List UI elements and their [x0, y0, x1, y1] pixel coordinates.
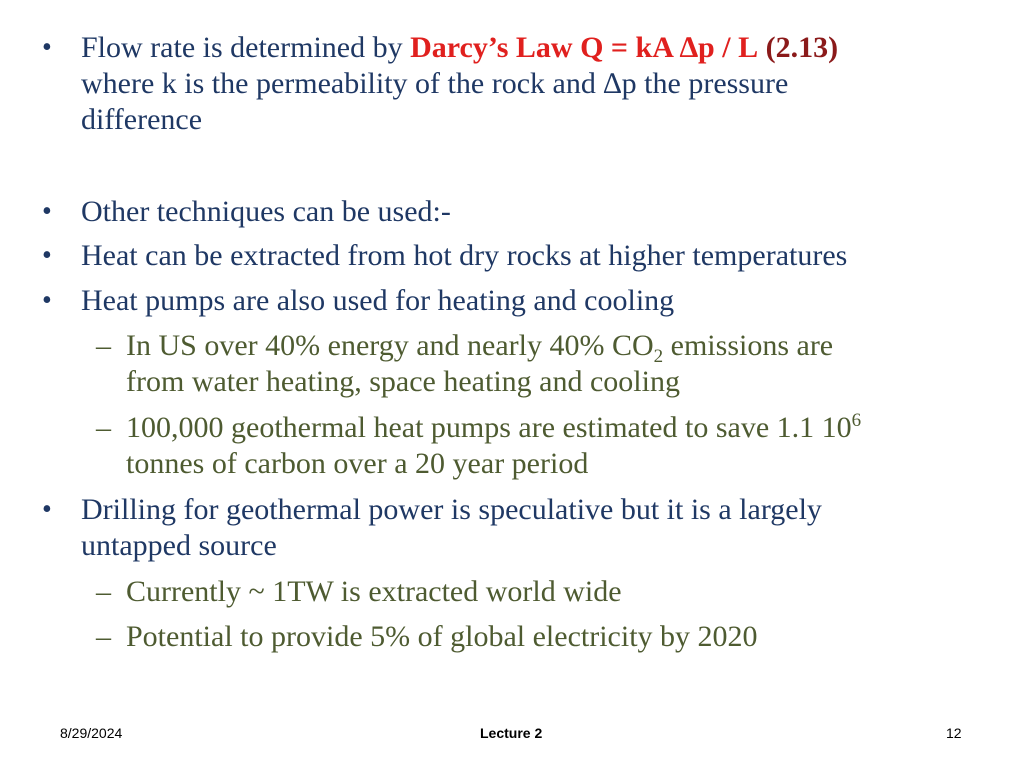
dash-icon: – — [96, 411, 111, 444]
bullet-icon: • — [42, 32, 52, 63]
footer-title: Lecture 2 — [480, 725, 543, 741]
sub-bullet-5-1-text: Currently ~ 1TW is extracted world wide — [126, 575, 622, 608]
bullet-1-line-2: where k is the permeability of the rock and ∆p the pressure — [81, 67, 789, 100]
dash-icon: – — [96, 620, 111, 653]
bullet-5-line-1: Drilling for geothermal power is speculative but it is a largely — [81, 493, 822, 526]
sub-bullet-4-1-text: In US over 40% energy and nearly 40% CO — [126, 329, 654, 362]
co2-subscript: 2 — [653, 346, 664, 367]
exponent-superscript: 6 — [851, 410, 862, 431]
dash-icon: – — [96, 329, 111, 362]
bullet-icon: • — [42, 240, 52, 271]
sub-bullet-4-1-line-2: from water heating, space heating and cooling — [126, 365, 680, 398]
bullet-1-line-1 — [81, 30, 838, 66]
bullet-2-text: Other techniques can be used:- — [81, 195, 451, 228]
bullet-1-line-3: difference — [81, 103, 203, 136]
sub-bullet-4-1-text-end: emissions are — [663, 329, 834, 362]
bullet-5-line-2: untapped source — [81, 529, 277, 562]
dash-icon: – — [96, 575, 111, 608]
bullet-4-text: Heat pumps are also used for heating and cooling — [81, 284, 675, 317]
sub-bullet-4-2-line-2: tonnes of carbon over a 20 year period — [126, 447, 589, 480]
sub-bullet-5-2-text: Potential to provide 5% of global electricity by 2020 — [126, 620, 758, 653]
bullet-icon: • — [42, 285, 52, 316]
bullet-1-text: Flow rate is determined by — [81, 31, 411, 64]
darcy-law-formula: Darcy’s Law Q = kA ∆p / L — [410, 31, 759, 64]
equation-number: (2.13) — [765, 31, 839, 64]
sub-bullet-4-2-text: 100,000 geothermal heat pumps are estimated to save 1.1 10 — [126, 411, 852, 444]
page-number: 12 — [946, 725, 962, 741]
bullet-3-text: Heat can be extracted from hot dry rocks at higher temperatures — [81, 239, 848, 272]
bullet-icon: • — [42, 196, 52, 227]
bullet-icon: • — [42, 494, 52, 525]
footer-date: 8/29/2024 — [60, 725, 123, 741]
sub-bullet-4-1-line-1 — [126, 328, 834, 367]
sub-bullet-4-2-line-1 — [126, 410, 861, 446]
